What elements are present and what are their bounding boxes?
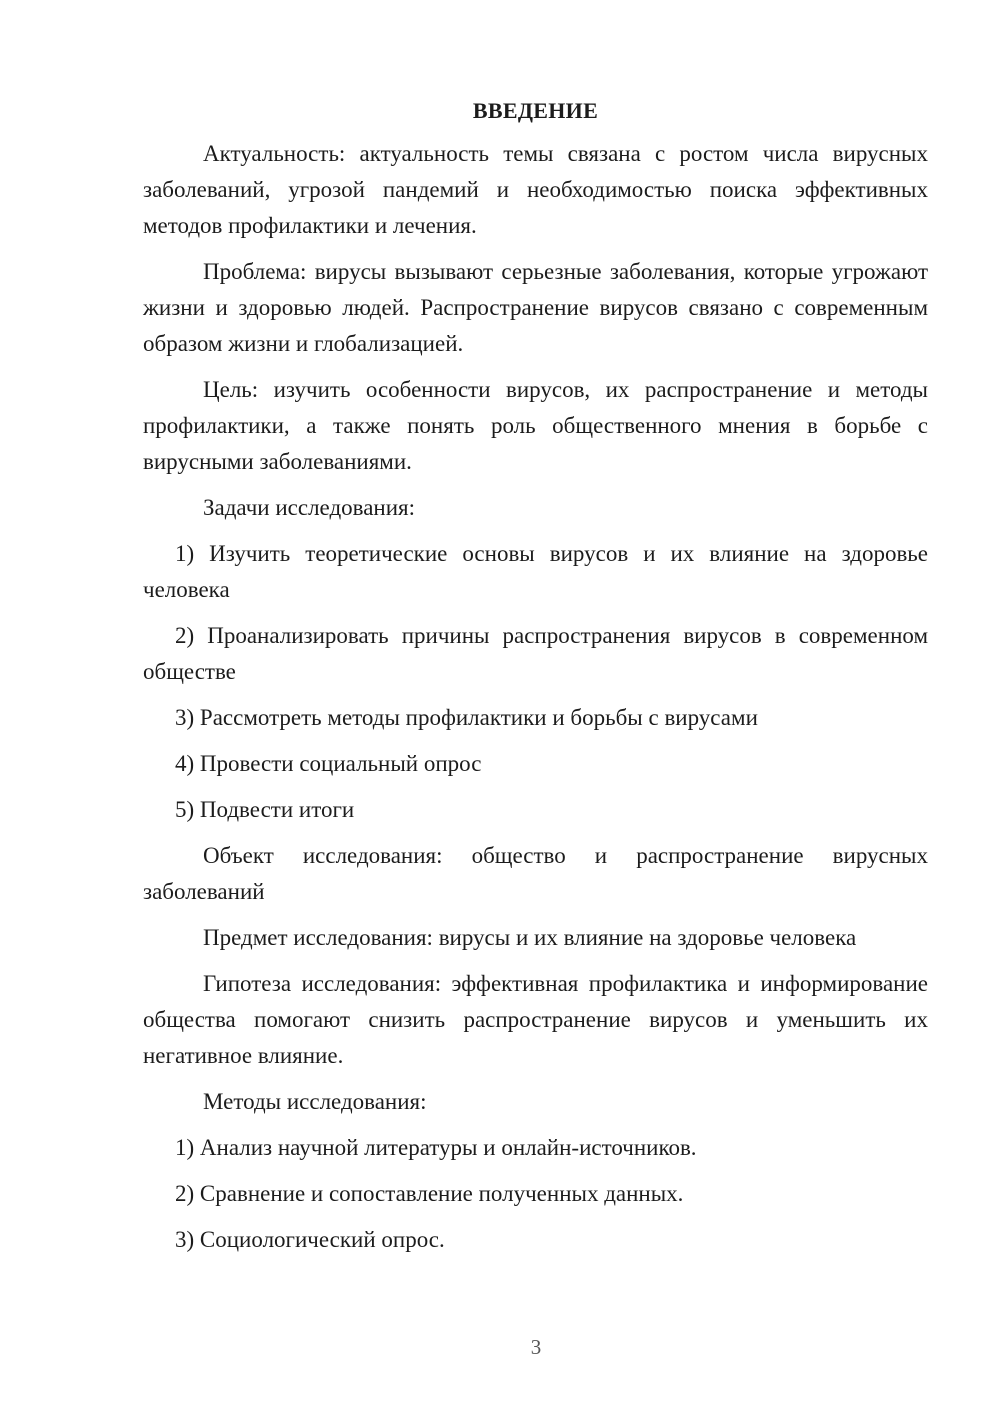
task-item-3: 3) Рассмотреть методы профилактики и борьбы с вирусами [175,705,758,730]
task-item-5: 5) Подвести итоги [175,797,355,822]
relevance-paragraph: Актуальность: актуальность темы связана с ростом числа вирусных заболеваний, угрозой пандемий и необходимостью поиска эффективных методов профилактики и лечения. [143,141,928,238]
page-number: 3 [530,1335,542,1359]
methods-heading: Методы исследования: [203,1089,427,1114]
hypothesis-paragraph: Гипотеза исследования: эффективная профилактика и информирование общества помогают снизить распространение вирусов и уменьшить их негативное влияние. [143,971,928,1068]
page-content [143,96,928,1268]
method-item-1: 1) Анализ научной литературы и онлайн-источников. [175,1135,697,1160]
task-item-4: 4) Провести социальный опрос [175,751,482,776]
problem-paragraph: Проблема: вирусы вызывают серьезные заболевания, которые угрожают жизни и здоровью людей. Распространение вирусов связано с современным образом жизни и глобализацией. [143,259,928,356]
task-item-1: 1) Изучить теоретические основы вирусов и их влияние на здоровье человека [143,541,928,602]
subject-paragraph: Предмет исследования: вирусы и их влияние на здоровье человека [203,925,857,950]
method-item-3: 3) Социологический опрос. [175,1227,445,1252]
task-item-2: 2) Проанализировать причины распространения вирусов в современном обществе [143,623,928,684]
section-title: ВВЕДЕНИЕ [472,98,599,123]
object-paragraph: Объект исследования: общество и распространение вирусных заболеваний [143,843,928,904]
method-item-2: 2) Сравнение и сопоставление полученных данных. [175,1181,684,1206]
goal-paragraph: Цель: изучить особенности вирусов, их распространение и методы профилактики, а также понять роль общественного мнения в борьбе с вирусными заболеваниями. [143,377,928,474]
tasks-heading: Задачи исследования: [203,495,416,520]
